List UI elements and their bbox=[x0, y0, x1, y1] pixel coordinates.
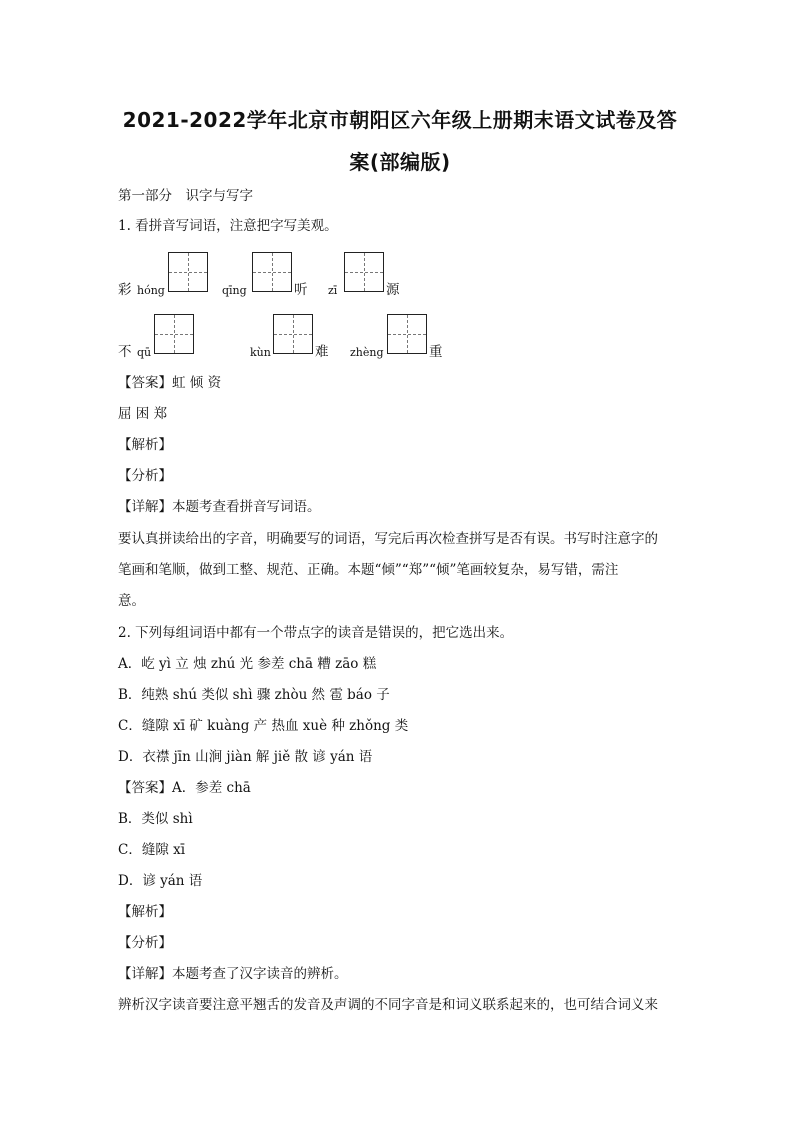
fenxi-label: 【分析】 bbox=[118, 468, 172, 484]
detail-line bbox=[118, 964, 688, 984]
question-1-stem: 1. 看拼音写词语，注意把字写美观。 bbox=[118, 218, 338, 234]
explanation-line: 意。 bbox=[118, 593, 145, 609]
writing-box[interactable] bbox=[168, 252, 208, 292]
pinyin-label: qīng bbox=[222, 284, 247, 297]
answer-label: 【答案】 bbox=[118, 780, 172, 796]
answer-option-d: D．谚 yán 语 bbox=[118, 873, 203, 889]
section-heading: 第一部分 识字与写字 bbox=[118, 188, 253, 204]
suffix-char: 听 bbox=[294, 282, 308, 298]
explanation-line: 要认真拼读给出的字音，明确要写的词语，写完后再次检查拼写是否有误。书写时注意字的 bbox=[118, 531, 658, 547]
suffix-char: 难 bbox=[315, 344, 329, 360]
detail-text: 本题考查看拼音写词语。 bbox=[172, 499, 321, 515]
answer-label: 【答案】 bbox=[118, 375, 172, 391]
detail-line bbox=[118, 497, 688, 517]
writing-box[interactable] bbox=[273, 314, 313, 354]
writing-box[interactable] bbox=[154, 314, 194, 354]
explanation-line: 辨析汉字读音要注意平翘舌的发音及声调的不同字音是和词义联系起来的，也可结合词义来 bbox=[118, 997, 658, 1013]
suffix-char: 源 bbox=[386, 282, 400, 298]
document-title-line2: 案(部编版) bbox=[349, 150, 451, 174]
writing-box[interactable] bbox=[344, 252, 384, 292]
pinyin-label: hóng bbox=[137, 284, 165, 297]
detail-label: 【详解】 bbox=[118, 499, 172, 515]
answer-option-b: B．类似 shì bbox=[118, 811, 193, 827]
answer-line-2: 屈 困 郑 bbox=[118, 406, 168, 422]
detail-label: 【详解】 bbox=[118, 966, 172, 982]
option-d: D．衣襟 jīn 山涧 jiàn 解 jiě 散 谚 yán 语 bbox=[118, 749, 373, 765]
pinyin-label: zī bbox=[328, 284, 338, 297]
answer-line bbox=[118, 778, 688, 798]
writing-box[interactable] bbox=[252, 252, 292, 292]
option-b: B．纯熟 shú 类似 shì 骤 zhòu 然 雹 báo 子 bbox=[118, 687, 390, 703]
pinyin-label: kùn bbox=[250, 346, 271, 359]
explanation-line: 笔画和笔顺，做到工整、规范、正确。本题“倾”“郑”“倾”笔画较复杂，易写错，需注 bbox=[118, 562, 619, 578]
document-title-line1: 2021-2022学年北京市朝阳区六年级上册期末语文试卷及答 bbox=[122, 108, 678, 132]
fenxi-label: 【分析】 bbox=[118, 935, 172, 951]
answer-option-c: C．缝隙 xī bbox=[118, 842, 186, 858]
question-2-stem: 2. 下列每组词语中都有一个带点字的读音是错误的，把它选出来。 bbox=[118, 625, 514, 641]
answer-text: 虹 倾 资 bbox=[172, 375, 222, 391]
writing-box[interactable] bbox=[387, 314, 427, 354]
pinyin-label: qū bbox=[137, 346, 152, 359]
option-a: A．屹 yì 立 烛 zhú 光 参差 chā 糟 zāo 糕 bbox=[118, 656, 377, 672]
analysis-label: 【解析】 bbox=[118, 904, 172, 920]
prefix-char: 彩 bbox=[118, 282, 132, 298]
answer-line bbox=[118, 373, 688, 393]
detail-text: 本题考查了汉字读音的辨析。 bbox=[172, 966, 348, 982]
suffix-char: 重 bbox=[429, 344, 443, 360]
option-c: C．缝隙 xī 矿 kuàng 产 热血 xuè 种 zhǒng 类 bbox=[118, 718, 409, 734]
prefix-char: 不 bbox=[118, 344, 132, 360]
analysis-label: 【解析】 bbox=[118, 437, 172, 453]
pinyin-label: zhèng bbox=[350, 346, 384, 359]
answer-text: A．参差 chā bbox=[172, 780, 251, 796]
